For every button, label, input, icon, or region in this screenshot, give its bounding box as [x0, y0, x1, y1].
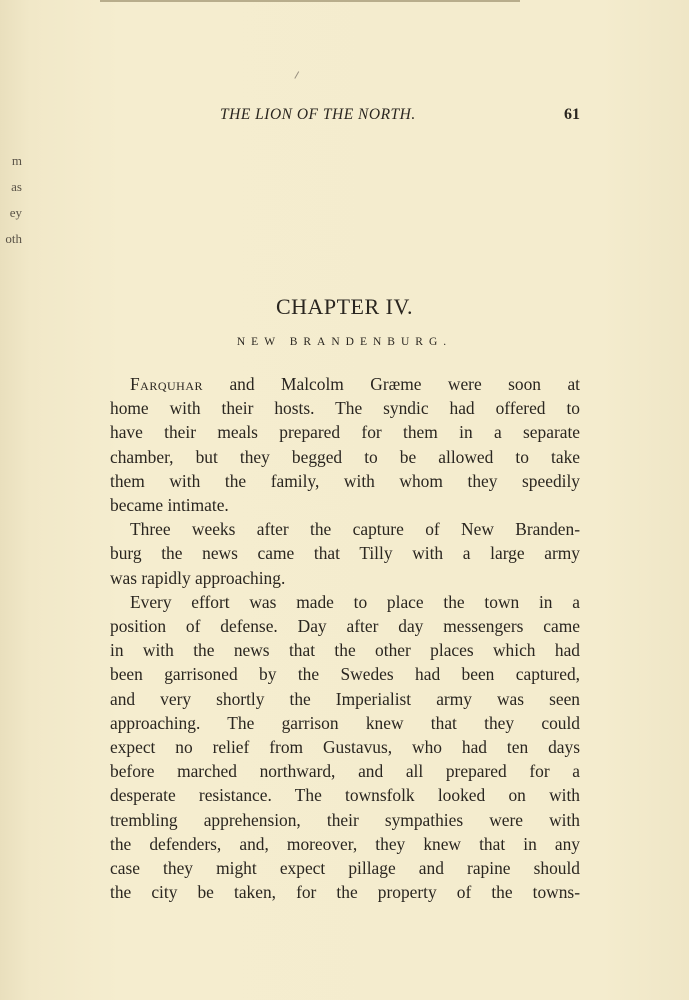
line-text: and Malcolm Græme were soon at	[203, 374, 580, 394]
text-line: approaching. The garrison knew that they could	[110, 712, 580, 733]
facing-page-gutter	[0, 148, 22, 252]
chapter-title: CHAPTER IV.	[275, 294, 414, 319]
text-line: in with the news that the other places which had	[110, 640, 580, 661]
text-line: been garrisoned by the Swedes had been captured,	[110, 664, 580, 685]
text-line: expect no relief from Gustavus, who had ten days	[110, 737, 580, 758]
body-text	[110, 372, 580, 904]
text-line: Three weeks after the capture of New Branden-	[130, 519, 580, 540]
gutter-fragment: ey	[9, 205, 22, 220]
chapter-subtitle: NEW BRANDENBURG.	[236, 336, 453, 348]
text-line: them with the family, with whom they speedily	[110, 470, 580, 491]
text-line: position of defense. Day after day messengers came	[110, 616, 580, 637]
text-line: Every effort was made to place the town in a	[130, 591, 580, 612]
text-line: was rapidly approaching.	[110, 567, 286, 588]
paragraph-2	[110, 517, 580, 590]
text-line	[110, 372, 580, 396]
text-line: the defenders, and, moreover, they knew that in any	[110, 833, 580, 854]
text-line: and very shortly the Imperialist army was seen	[110, 688, 580, 709]
running-title: THE LION OF THE NORTH.	[220, 106, 416, 123]
text-line: burg the news came that Tilly with a large army	[110, 543, 580, 564]
paragraph-1	[110, 372, 580, 517]
page-number: 61	[564, 106, 580, 123]
text-line: before marched northward, and all prepared for a	[110, 761, 580, 782]
page-top-edge	[100, 0, 520, 2]
text-line: became intimate.	[110, 495, 229, 516]
text-line: desperate resistance. The townsfolk looked on with	[110, 785, 580, 806]
gutter-fragment: m	[11, 153, 22, 168]
text-line: have their meals prepared for them in a separate	[110, 422, 580, 443]
text-line: trembling apprehension, their sympathies were with	[110, 809, 580, 830]
paragraph-3	[110, 590, 580, 905]
gutter-fragment: as	[11, 179, 22, 194]
text-line: the city be taken, for the property of the towns-	[110, 882, 580, 903]
text-line: case they might expect pillage and rapine should	[110, 858, 580, 879]
pencil-mark	[294, 71, 302, 80]
text-line: home with their hosts. The syndic had offered to	[110, 398, 580, 419]
text-line: chamber, but they begged to be allowed to take	[110, 446, 580, 467]
gutter-fragment: oth	[5, 231, 22, 246]
lead-word: Farquhar	[130, 374, 204, 394]
running-head	[220, 106, 580, 128]
